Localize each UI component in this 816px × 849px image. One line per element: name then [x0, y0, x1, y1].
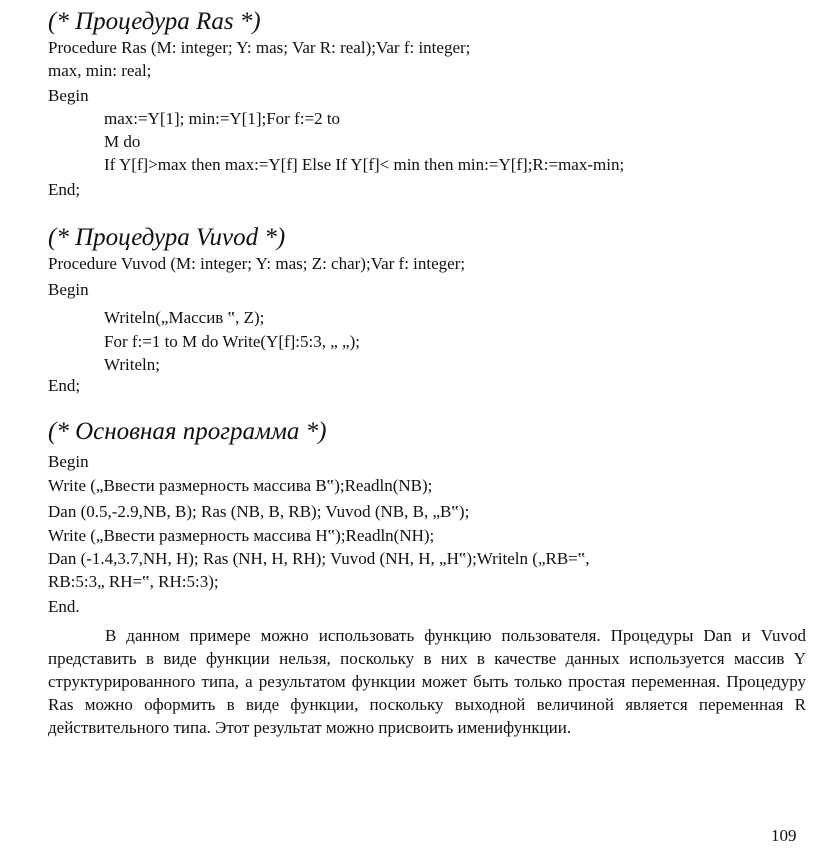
- heading-vuvod: (* Процедура Vuvod *): [48, 224, 286, 251]
- code-line: If Y[f]>max then max:=Y[f] Else If Y[f]< min then min:=Y[f];R:=max-min;: [104, 155, 625, 174]
- code-line: Dan (-1.4,3.7,NH, H); Ras (NH, H, RH); Vuvod (NH, H, „H‟);Writeln („RB=‟,: [48, 549, 590, 568]
- code-line: Procedure Ras (M: integer; Y: mas; Var R: real);Var f: integer;: [48, 38, 471, 57]
- code-line: Begin: [48, 452, 89, 471]
- code-line: RB:5:3„ RH=‟, RH:5:3);: [48, 572, 219, 591]
- heading-main-program: (* Основная программа *): [48, 418, 327, 445]
- code-line: Begin: [48, 86, 89, 105]
- body-paragraph: [48, 624, 806, 739]
- code-line: End.: [48, 597, 80, 616]
- code-line: Write („Ввести размерность массива H‟);Readln(NH);: [48, 526, 435, 545]
- code-line: Writeln(„Массив ‟, Z);: [104, 308, 265, 327]
- paragraph-text: В данном примере можно использовать функцию пользователя. Процедуры Dan и Vuvod представить в виде функции нельзя, поскольку в них в качестве данных используется массив Y структурированного типа, а результатом функции может быть только простая переменная. Процедуру Ras можно оформить в виде функции, поскольку выходной величиной является переменная R действительного типа. Этот результат можно присвоить именифункции.: [48, 626, 806, 737]
- code-line: End;: [48, 180, 81, 199]
- code-line: max, min: real;: [48, 61, 152, 80]
- code-line: Writeln;: [104, 355, 160, 374]
- page-number: 109: [771, 826, 797, 845]
- code-line: End;: [48, 376, 81, 395]
- code-line: M do: [104, 132, 141, 151]
- heading-ras: (* Процедура Ras *): [48, 8, 261, 35]
- code-line: Dan (0.5,-2.9,NB, B); Ras (NB, B, RB); Vuvod (NB, B, „B‟);: [48, 502, 470, 521]
- code-line: max:=Y[1]; min:=Y[1];For f:=2 to: [104, 109, 341, 128]
- code-line: Write („Ввести размерность массива B‟);Readln(NB);: [48, 476, 433, 495]
- code-line: For f:=1 to M do Write(Y[f]:5:3, „ „);: [104, 332, 360, 351]
- code-line: Begin: [48, 280, 89, 299]
- code-line: Procedure Vuvod (M: integer; Y: mas; Z: char);Var f: integer;: [48, 254, 466, 273]
